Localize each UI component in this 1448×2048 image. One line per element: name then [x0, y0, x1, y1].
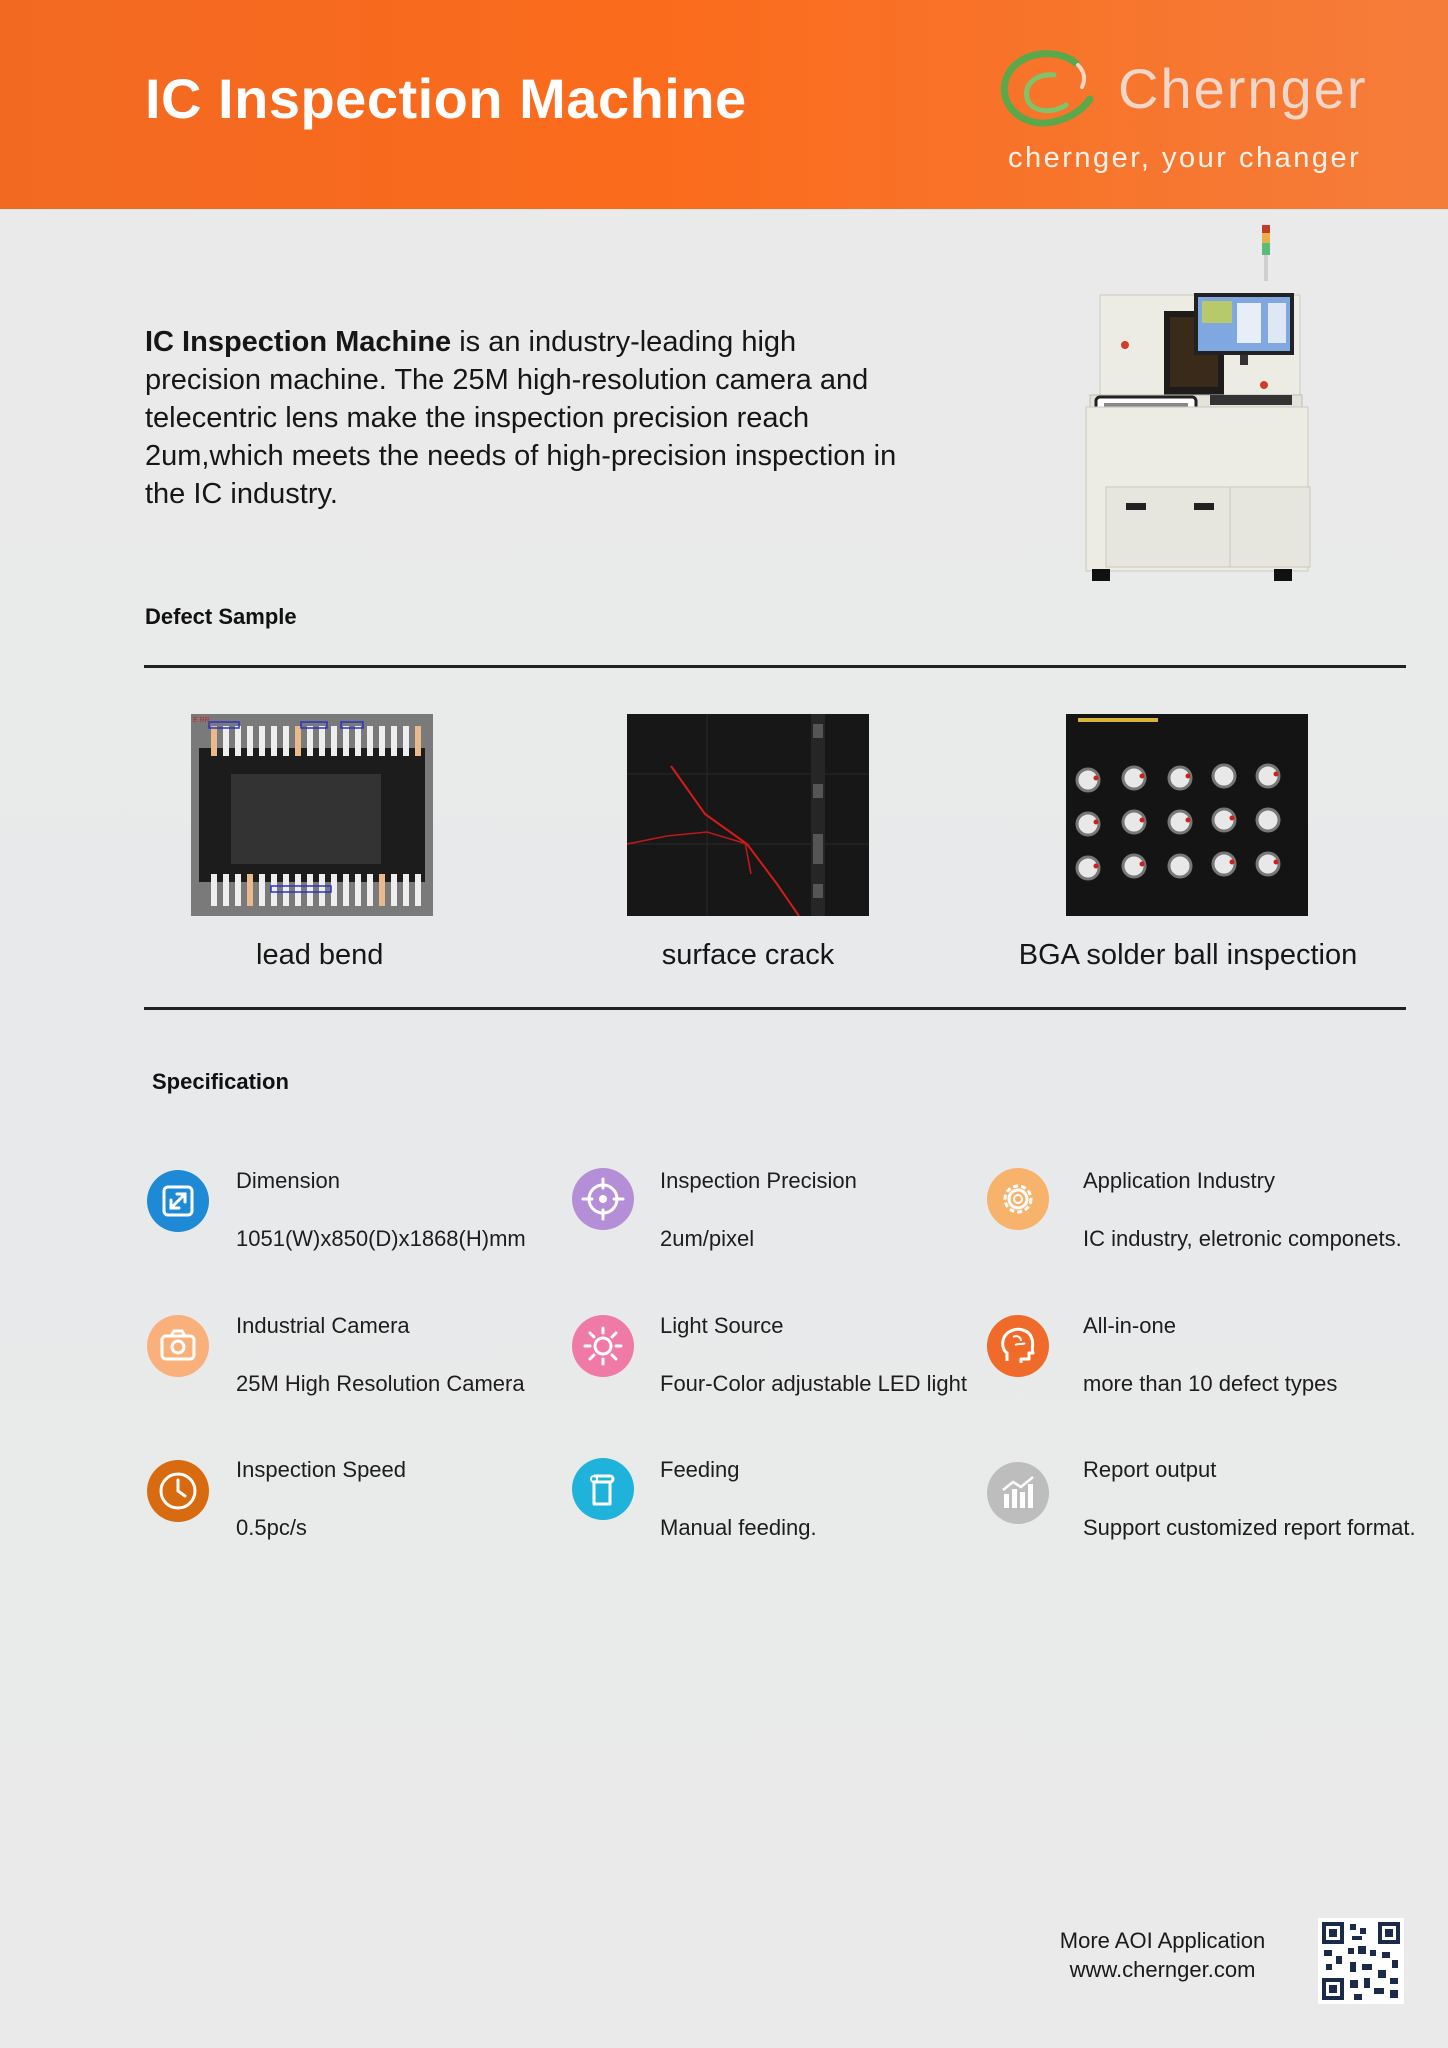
spec-label-light: Light Source [660, 1313, 784, 1338]
spec-label-allinone: All-in-one [1083, 1313, 1176, 1338]
spec-value-industry: IC industry, eletronic componets. [1083, 1226, 1402, 1251]
spec-value-precision: 2um/pixel [660, 1226, 755, 1251]
logo-swirl-icon [994, 45, 1104, 135]
defect-caption-lead-bend: lead bend [256, 939, 384, 971]
sun-icon [572, 1315, 634, 1377]
camera-icon [147, 1315, 209, 1377]
intro-product-name: IC Inspection Machine [145, 326, 452, 358]
spec-value-light: Four-Color adjustable LED light [660, 1371, 967, 1396]
paper-roll-icon [572, 1458, 634, 1520]
spec-value-feeding: Manual feeding. [660, 1515, 817, 1540]
logo-name: Chernger [1118, 57, 1368, 120]
defect-caption-surface-crack: surface crack [661, 939, 835, 971]
crosshair-icon [572, 1168, 634, 1230]
surface-crack-image [627, 714, 869, 916]
bar-chart-icon [987, 1462, 1049, 1524]
bga-solder-ball-image [1066, 714, 1308, 916]
footer-text [1040, 1926, 1285, 1984]
qr-code-icon[interactable] [1318, 1918, 1404, 2004]
header-banner [0, 0, 1448, 209]
spec-value-dimension: 1051(W)x850(D)x1868(H)mm [236, 1226, 526, 1251]
defect-section-title: Defect Sample [145, 604, 297, 629]
resize-icon [147, 1170, 209, 1232]
intro-text: is an industry-leading high precision machine. The 25M high-resolution camera and telecentric lens make the inspection precision reach 2um,which meets the needs of high-precision inspection in the IC industry. [145, 326, 897, 510]
divider-top [144, 665, 1406, 668]
brain-icon [987, 1315, 1049, 1377]
spec-label-dimension: Dimension [236, 1168, 340, 1193]
logo-slogan: chernger, your changer [1008, 142, 1362, 174]
svg-text:E RR: E RR [193, 717, 210, 724]
divider-bottom [144, 1007, 1406, 1010]
footer-line-1: More AOI Application [1059, 1928, 1266, 1953]
footer-website-link[interactable]: www.chernger.com [1069, 1957, 1256, 1982]
defect-caption-bga: BGA solder ball inspection [1018, 939, 1358, 971]
intro-paragraph [145, 323, 905, 513]
spec-value-report: Support customized report format. [1083, 1515, 1416, 1540]
spec-label-feeding: Feeding [660, 1457, 740, 1482]
gear-icon [987, 1168, 1049, 1230]
spec-label-report: Report output [1083, 1457, 1217, 1482]
spec-label-camera: Industrial Camera [236, 1313, 410, 1338]
machine-photo [1082, 225, 1312, 595]
spec-section-title: Specification [152, 1069, 289, 1094]
spec-value-speed: 0.5pc/s [236, 1515, 307, 1540]
spec-value-camera: 25M High Resolution Camera [236, 1371, 525, 1396]
lead-bend-image [191, 714, 433, 916]
spec-label-speed: Inspection Speed [236, 1457, 407, 1482]
spec-label-precision: Inspection Precision [660, 1168, 857, 1193]
page-title: IC Inspection Machine [145, 67, 747, 130]
spec-value-allinone: more than 10 defect types [1083, 1371, 1338, 1396]
clock-icon [147, 1460, 209, 1522]
spec-label-industry: Application Industry [1083, 1168, 1275, 1193]
